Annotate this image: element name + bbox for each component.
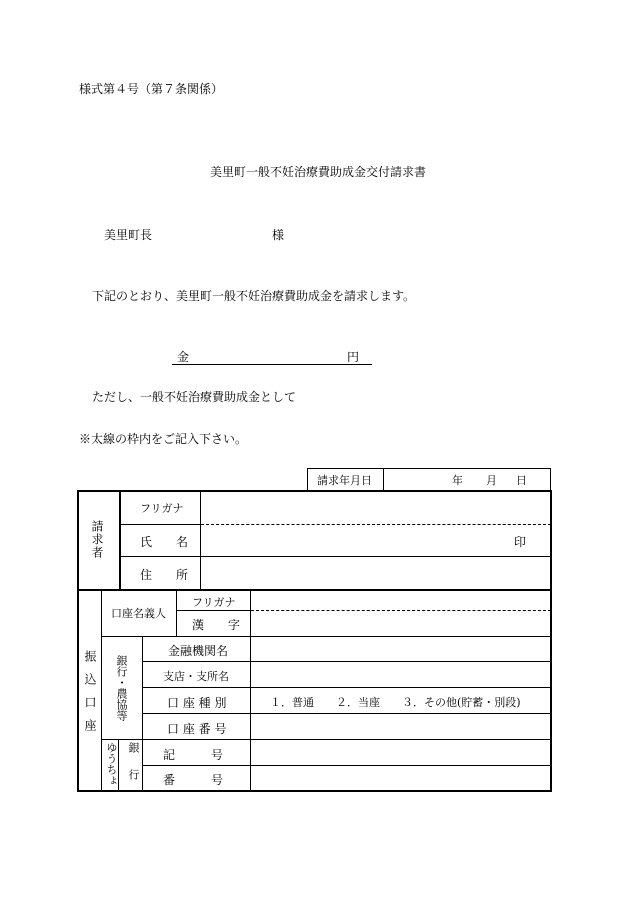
bank-label: 銀行・農協等 xyxy=(115,655,128,721)
claimant-address-label: 住 所 xyxy=(140,568,189,582)
amount-prefix: 金 xyxy=(177,350,190,364)
account-type-options[interactable]: １．普通 ２．当座 ３．その他(貯蓄・別段) xyxy=(270,696,521,709)
form-number: 様式第４号（第７条関係） xyxy=(79,82,224,96)
seal-mark: 印 xyxy=(514,535,527,549)
request-date-label: 請求年月日 xyxy=(317,474,372,487)
holder-label: 口座名義人 xyxy=(111,607,166,620)
body-text: 下記のとおり、美里町一般不妊治療費助成金を請求します。 xyxy=(92,289,416,303)
branch-field[interactable] xyxy=(252,663,550,686)
note-text: ただし、一般不妊治療費助成金として xyxy=(92,390,297,404)
document-title: 美里町一般不妊治療費助成金交付請求書 xyxy=(210,165,427,179)
number-field[interactable] xyxy=(252,767,550,790)
holder-furigana-label: フリガナ xyxy=(192,596,236,609)
request-date-year[interactable]: 年 xyxy=(452,474,463,487)
account-number-label: 口 座 番 号 xyxy=(167,722,227,736)
request-date-day[interactable]: 日 xyxy=(516,474,527,487)
addressee-honorific: 様 xyxy=(272,228,285,242)
account-number-field[interactable] xyxy=(252,715,550,738)
amount-unit: 円 xyxy=(347,350,360,364)
claimant-furigana-field[interactable] xyxy=(202,492,550,523)
institution-field[interactable] xyxy=(252,639,550,660)
holder-kanji-label: 漢 字 xyxy=(192,618,241,632)
claimant-name-label: 氏 名 xyxy=(140,535,189,549)
yucho-label: ゆうちょ xyxy=(105,742,118,786)
claimant-address-field[interactable] xyxy=(202,558,550,588)
account-type-label: 口 座 種 別 xyxy=(167,696,227,710)
holder-furigana-field[interactable] xyxy=(252,592,550,609)
claimant-name-field[interactable] xyxy=(202,526,502,555)
amount-underline xyxy=(172,364,372,365)
number-label: 番 号 xyxy=(163,773,224,787)
claimant-section-label: 請求者 xyxy=(90,520,104,559)
institution-label: 金融機関名 xyxy=(168,644,229,658)
holder-kanji-field[interactable] xyxy=(252,612,550,635)
claimant-furigana-label: フリガナ xyxy=(140,502,184,515)
transfer-section-label: 振込口座 xyxy=(83,650,97,742)
ginko-label: 銀行 xyxy=(127,742,140,796)
instruction-text: ※太線の枠内をご記入下さい。 xyxy=(79,432,248,446)
symbol-field[interactable] xyxy=(252,741,550,764)
request-date-month[interactable]: 月 xyxy=(486,474,497,487)
branch-label: 支店・支所名 xyxy=(163,670,229,683)
addressee-name: 美里町長 xyxy=(104,228,153,242)
symbol-label: 記 号 xyxy=(163,748,224,762)
